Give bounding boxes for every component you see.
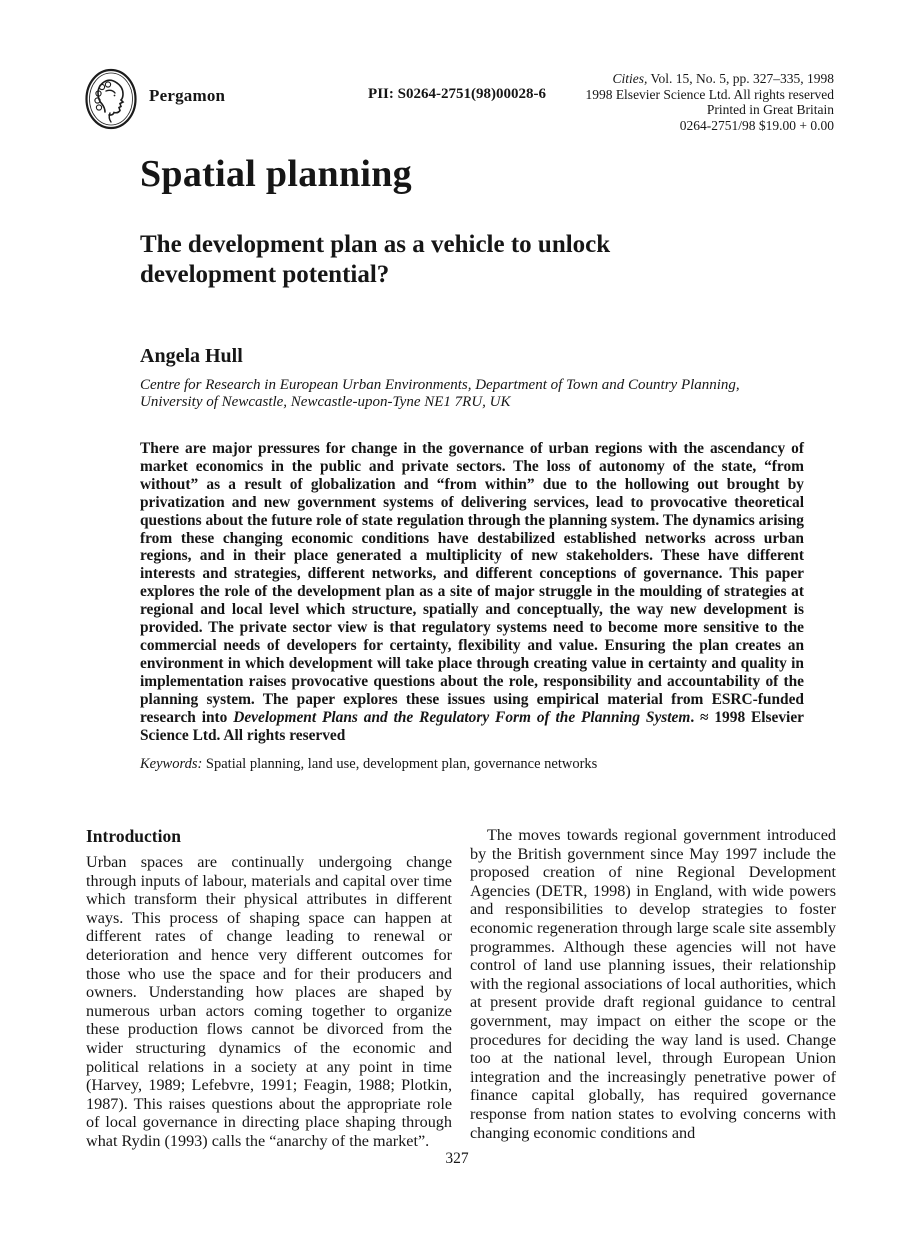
affiliation-line-2: University of Newcastle, Newcastle-upon-Tyne NE1 7RU, UK (140, 394, 511, 410)
price-line: 0264-2751/98 $19.00 + 0.00 (679, 117, 834, 133)
printed-line: Printed in Great Britain (706, 102, 834, 118)
article-subtitle: The development plan as a vehicle to unlock development potential? (140, 231, 611, 288)
keywords-line: Keywords: Spatial planning, land use, development plan, governance networks (140, 756, 598, 772)
author-affiliation (140, 377, 780, 411)
body-column-right (470, 826, 836, 1142)
article-title: Spatial planning (140, 153, 412, 195)
author-name: Angela Hull (140, 345, 243, 367)
pii-code: PII: S0264-2751(98)00028-6 (368, 86, 546, 102)
abstract: There are major pressures for change in the governance of urban regions with the ascendancy of market economics in the public and private sectors. The loss of autonomy of the state, “from without” as a result of globalization and “from within” due to the hollowing out brought by privatization and new government systems of delivering services, lead to provocative theoretical questions about the future role of state regulation through the planning system. The dynamics arising from these changing economic conditions have destabilized established networks across urban regions, and in their place generated a multiplicity of new stakeholders. These have different interests and strategies, different networks, and different conceptions of governance. This paper explores the role of the development plan as a site of major struggle in the moulding of strategies at regional and local level which structure, spatially and conceptually, the way new development is provided. The private sector view is that regulatory systems need to become more sensitive to the commercial needs of developers for certainty, flexibility and value. Ensuring the plan creates an environment in which development will take place through creating value in certainty and quality in implementation raises provocative questions about the role, responsibility and accountability of the planning system. The paper explores these issues using empirical material from ESRC-funded research into Development Plans and the Regulatory Form of the Planning System. ≈ 1998 Elsevier Science Ltd. All rights reserved (140, 440, 804, 744)
citation-line: Cities, Vol. 15, No. 5, pp. 327–335, 1998 (612, 71, 834, 86)
publication-info (585, 71, 834, 133)
publisher-name: Pergamon (149, 86, 226, 105)
intro-paragraph-left: Urban spaces are continually undergoing change through inputs of labour, materials and capital over time which transform their physical attributes in different ways. This process of shaping space can happen at different rates of change leading to renewal or deterioration and hence very different outcomes for those who use the space and for their producers and owners. Understanding how places are shaped by numerous urban actors coming together to organize these production flows cannot be divorced from the wider structuring dynamics of the economic and political relations in a society at any point in time (Harvey, 1989; Lefebvre, 1991; Feagin, 1988; Plotkin, 1987). This raises questions about the appropriate role of local governance in directing place shaping through what Rydin (1993) calls the “anarchy of the market”. (86, 853, 452, 1150)
body-column-left (86, 826, 452, 1151)
affiliation-line-1: Centre for Research in European Urban Environments, Department of Town and Country Planning, (140, 377, 740, 393)
section-heading-introduction: Introduction (86, 826, 181, 846)
copyright-line: 1998 Elsevier Science Ltd. All rights reserved (585, 86, 834, 102)
intro-paragraph-right: The moves towards regional government introduced by the British government since May 1997 include the proposed creation of nine Regional Development Agencies (DETR, 1998) in England, with wide powers and responsibilities to develop strategies to foster economic regeneration through large scale site assembly programmes. Although these agencies will not have control of land use planning issues, their relationship with the regional associations of local authorities, which at present provide draft regional guidance to central government, may impact on either the scope or the procedures for deciding the way land is used. Change too at the national level, through European Union integration and the increasingly penetrative power of finance capital globally, has required governance response from nation states to evolving concerns with changing economic conditions and (470, 826, 836, 1142)
page-number: 327 (445, 1150, 469, 1167)
